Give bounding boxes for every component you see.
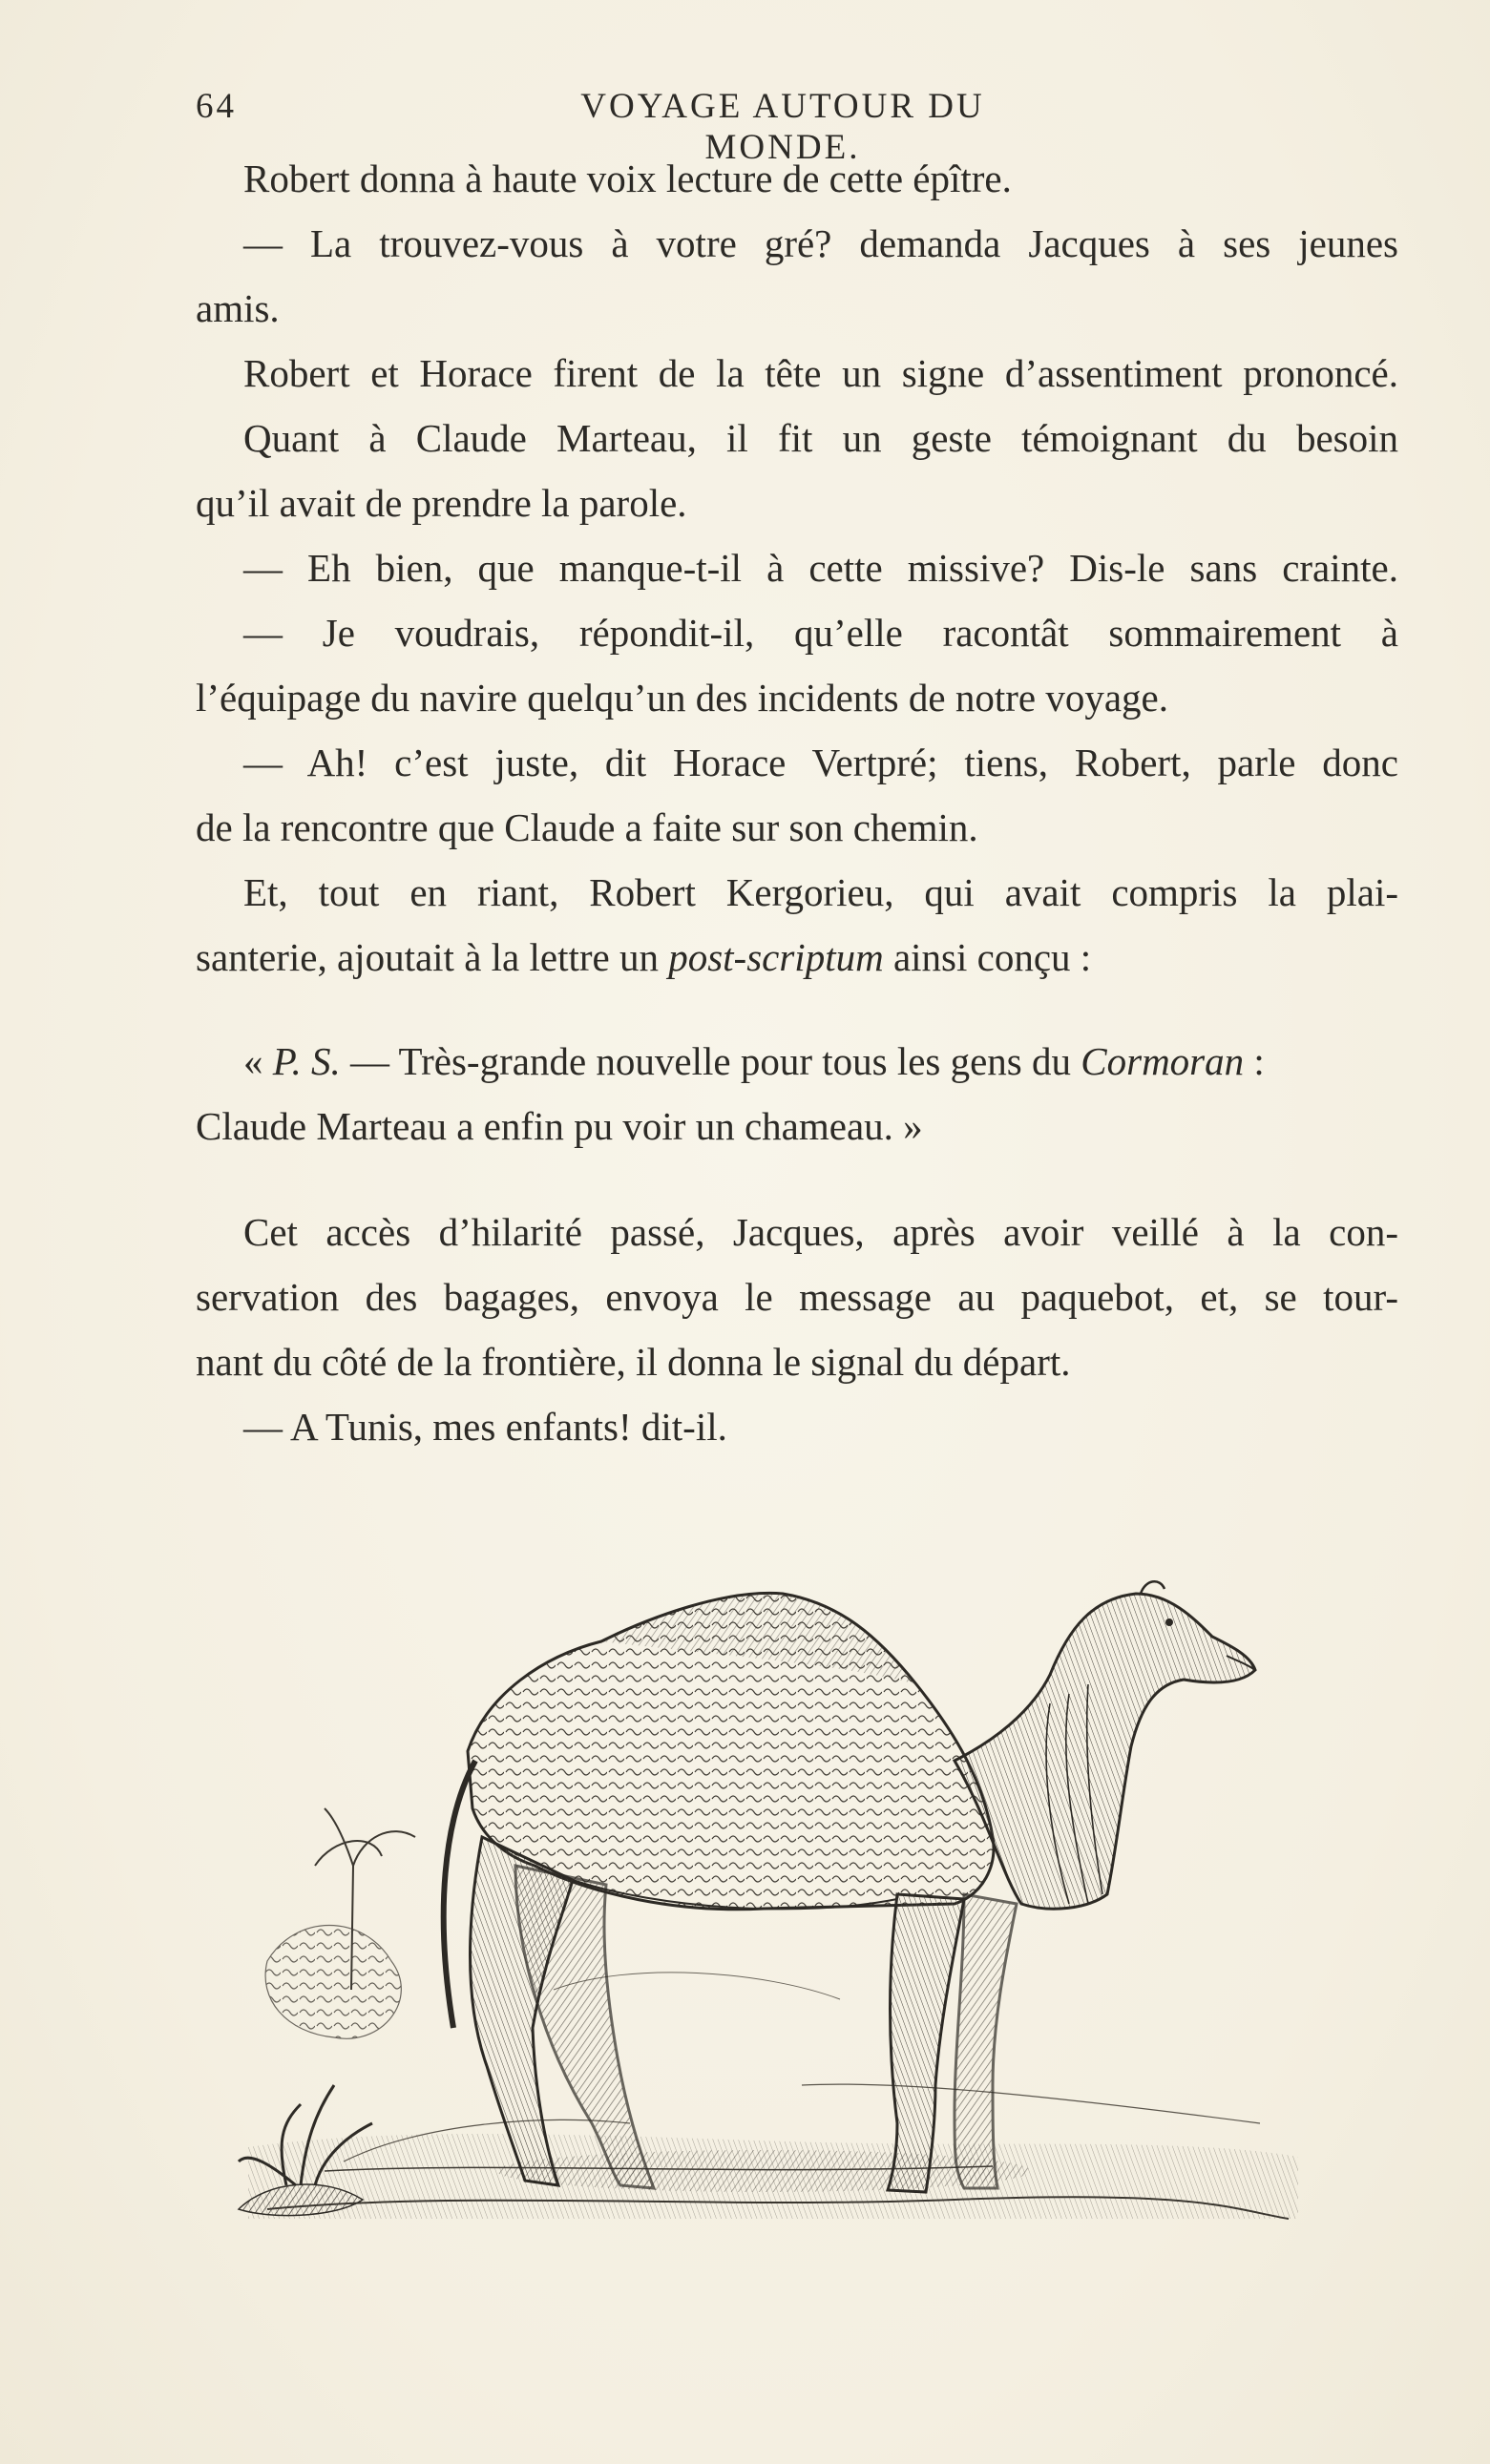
page-number: 64 (196, 87, 237, 126)
postscript-line: Claude Marteau a enfin pu voir un chameau. » (196, 1104, 923, 1148)
text-line: nant du côté de la frontière, il donna le signal du départ. (196, 1340, 1071, 1384)
ship-name: Cormoran (1081, 1039, 1245, 1083)
text-line: Robert donna à haute voix lecture de cette épître. (243, 157, 1012, 200)
running-title: VOYAGE AUTOUR DU MONDE. (580, 87, 985, 167)
text-line: Cet accès d’hilarité passé, Jacques, après avoir veillé à la con- (243, 1210, 1398, 1254)
text-line: — La trouvez-vous à votre gré? demanda Jacques à ses jeunes (243, 221, 1398, 265)
text-line: amis. (196, 286, 280, 330)
quote-open: « (243, 1039, 273, 1083)
postscript-label: P. S. (272, 1039, 341, 1083)
text-line: qu’il avait de prendre la parole. (196, 481, 687, 525)
text-line: — A Tunis, mes enfants! dit-il. (243, 1405, 727, 1449)
postscript-line (196, 1037, 1398, 1085)
text-line: — Eh bien, que manque-t-il à cette missive? Dis-le sans crainte. (243, 546, 1398, 590)
text-line: de la rencontre que Claude a faite sur son chemin. (196, 805, 978, 849)
text-fragment: santerie, ajoutait à la lettre un (196, 935, 669, 979)
text-line: servation des bagages, envoya le message au paquebot, et, se tour- (196, 1275, 1398, 1319)
text-line: — Ah! c’est juste, dit Horace Vertpré; tiens, Robert, parle donc (243, 741, 1398, 784)
text-line: Et, tout en riant, Robert Kergorieu, qui avait compris la plai- (243, 870, 1398, 914)
ground (248, 1973, 1298, 2219)
text-fragment: — Très-grande nouvelle pour tous les gens du (340, 1039, 1081, 1083)
camel (444, 1581, 1255, 2192)
text-line: l’équipage du navire quelqu’un des incidents de notre voyage. (196, 676, 1168, 720)
text-line: Robert et Horace firent de la tête un signe d’assentiment prononcé. (243, 351, 1398, 395)
text-line: — Je voudrais, répondit-il, qu’elle racontât sommairement à (243, 611, 1398, 655)
text-fragment: : (1244, 1039, 1265, 1083)
text-fragment: ainsi conçu : (883, 935, 1092, 979)
camel-illustration (229, 1551, 1317, 2252)
page-header (196, 86, 1398, 167)
post-scriptum-term: post-scriptum (668, 935, 884, 979)
text-line: Quant à Claude Marteau, il fit un geste témoignant du besoin (243, 416, 1398, 460)
text-line (196, 933, 1398, 981)
